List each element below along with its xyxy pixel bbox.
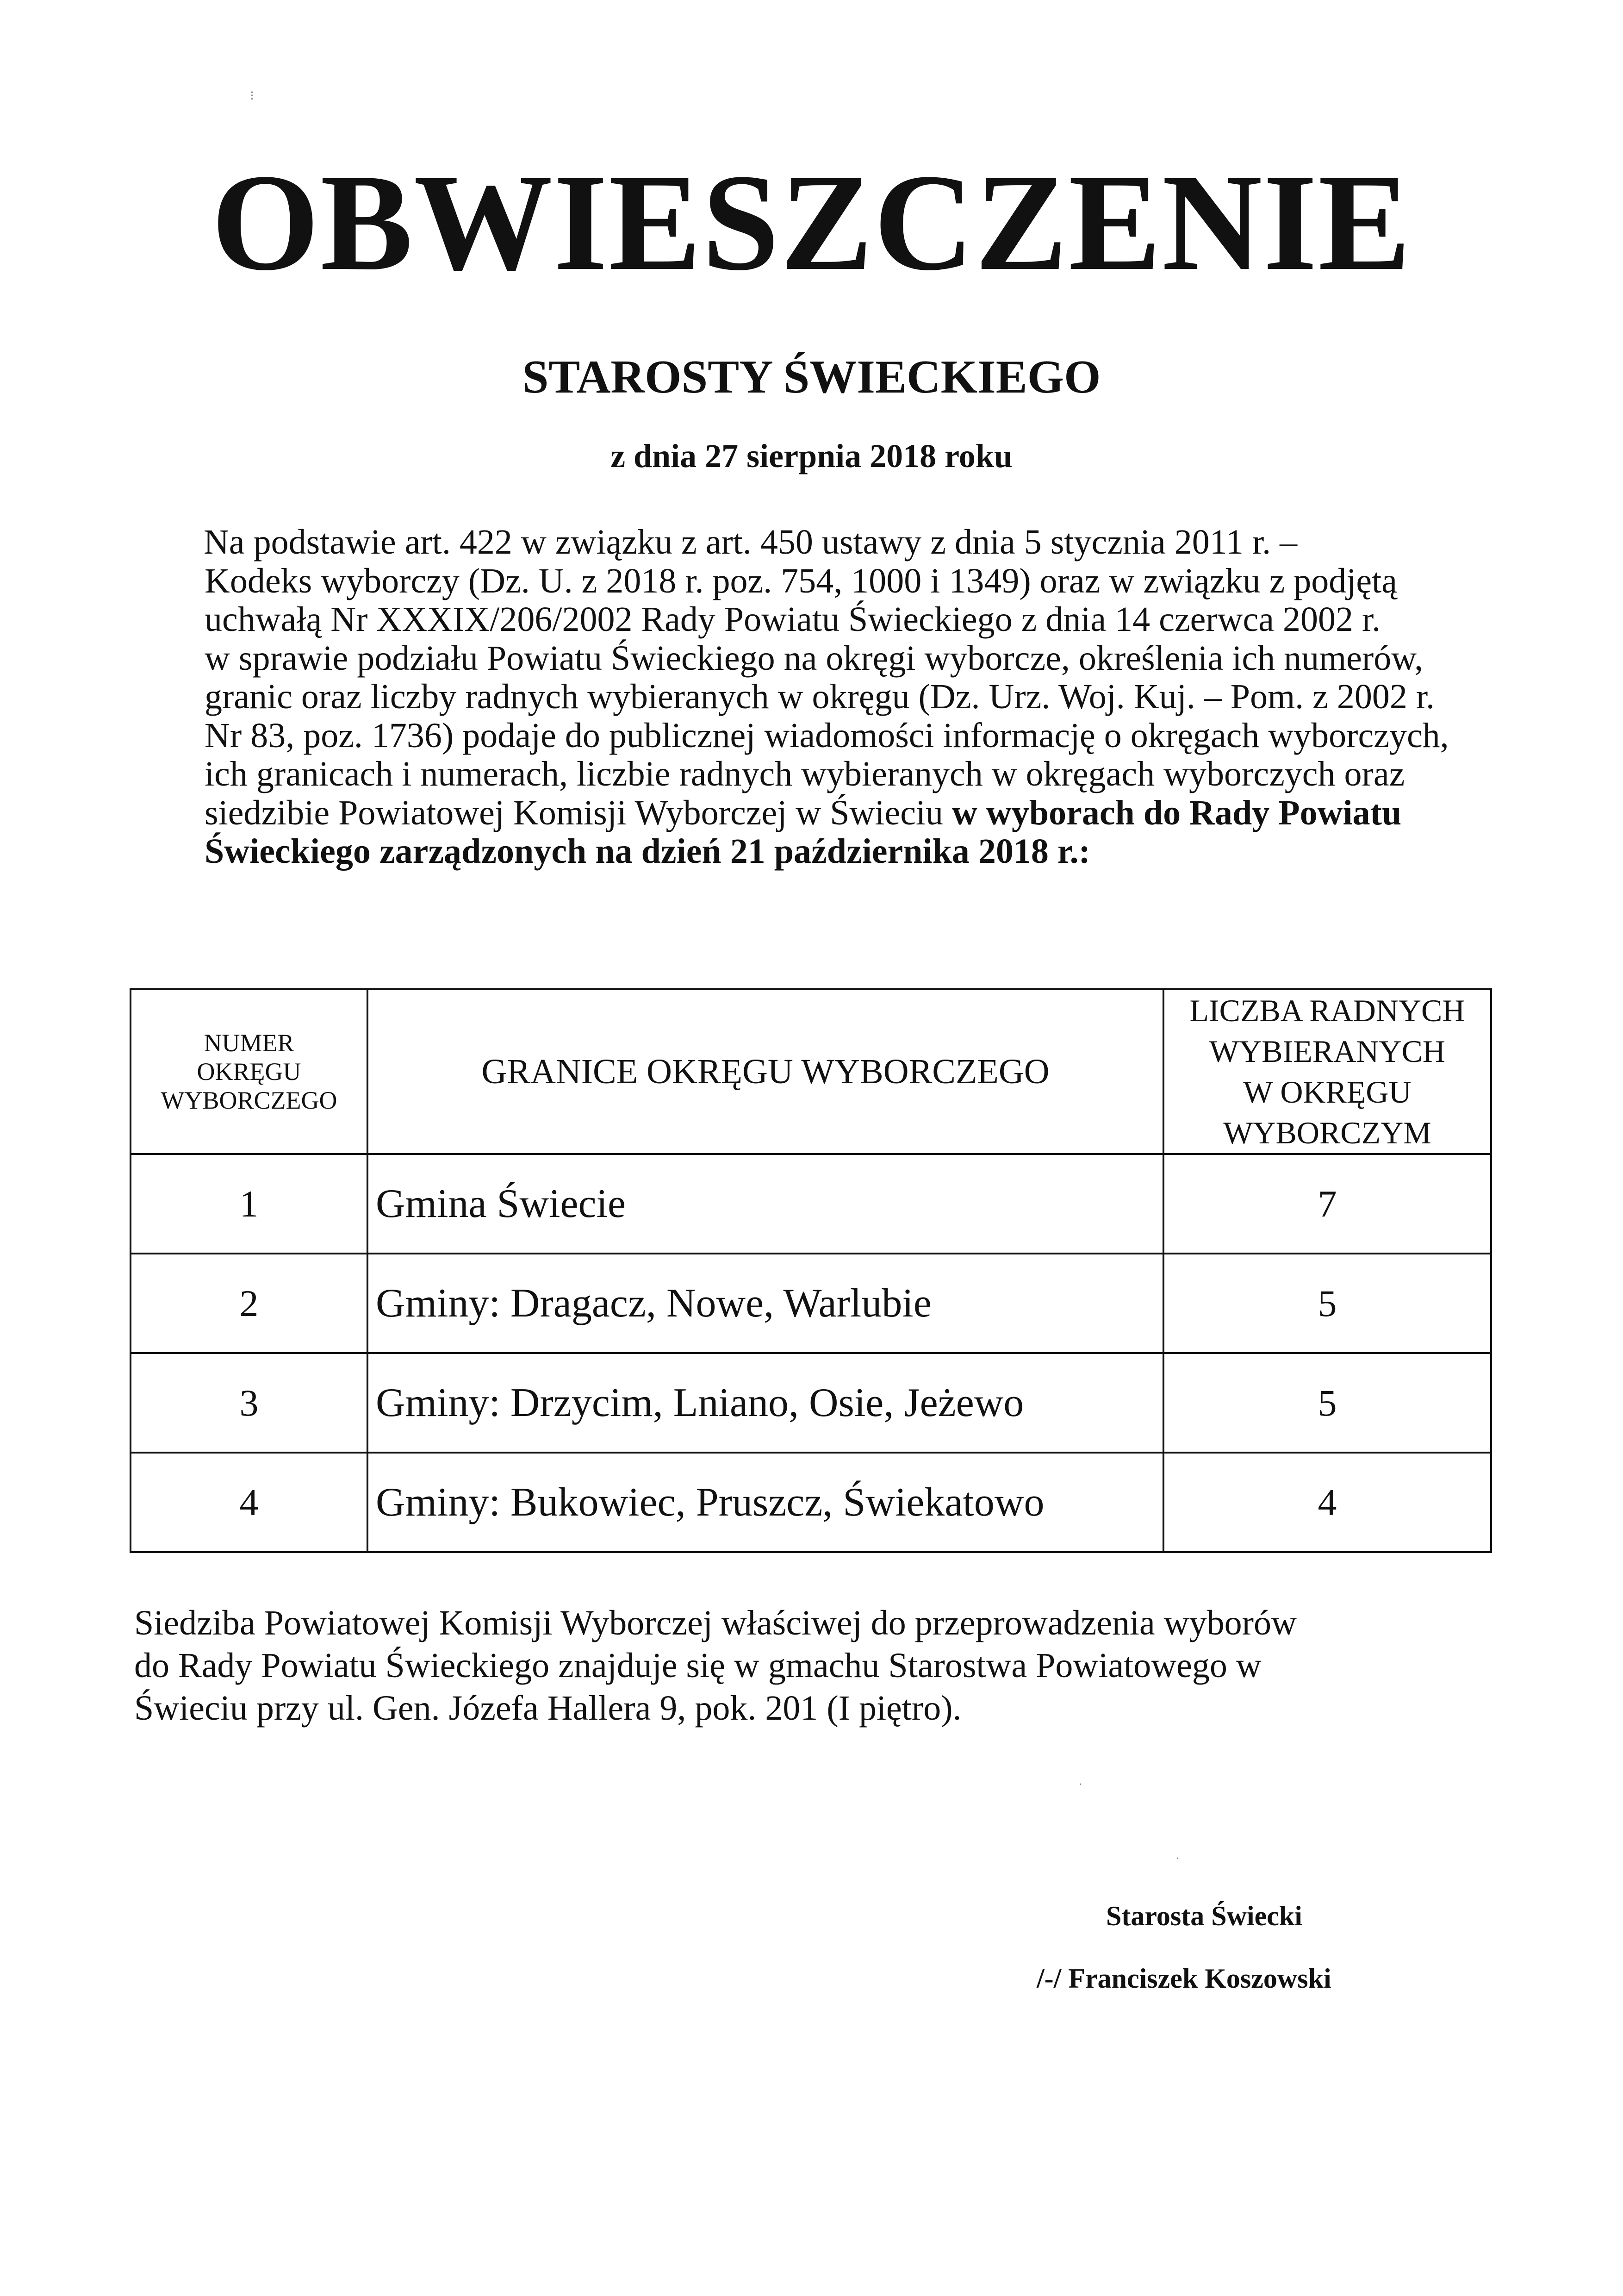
header-councillors: LICZBA RADNYCH WYBIERANYCH W OKRĘGU WYBORCZYM: [1163, 989, 1491, 1154]
scan-speck: ·: [1078, 1778, 1083, 1792]
intro-line-7: ich granicach i numerach, liczbie radnych wybieranych w okręgach wyborczych oraz: [205, 755, 1405, 793]
intro-paragraph: [204, 523, 1462, 871]
district-number: 4: [131, 1453, 367, 1552]
district-councillors: 5: [1163, 1254, 1491, 1353]
intro-line-2: Kodeks wyborczy (Dz. U. z 2018 r. poz. 754, 1000 i 1349) oraz w związku z podjętą: [205, 561, 1397, 600]
intro-line-9-bold: Świeckiego zarządzonych na dzień 21 października 2018 r.:: [205, 832, 1090, 871]
table-header-row: [131, 989, 1491, 1154]
table-row: [131, 1154, 1491, 1254]
intro-line-3: uchwałą Nr XXXIX/206/2002 Rady Powiatu Świeckiego z dnia 14 czerwca 2002 r.: [205, 600, 1381, 639]
district-boundaries: Gminy: Drzycim, Lniano, Osie, Jeżewo: [367, 1353, 1163, 1453]
districts-table: [130, 988, 1492, 1553]
footer-paragraph: [134, 1602, 1486, 1729]
district-number: 3: [131, 1353, 367, 1453]
document-title: OBWIESZCZENIE: [211, 145, 1412, 299]
scan-speck: ·: [1175, 1852, 1180, 1866]
signature-office: Starosta Świecki: [1106, 1901, 1302, 1931]
document-subtitle: STAROSTY ŚWIECKIEGO: [522, 351, 1101, 403]
intro-line-5: granic oraz liczby radnych wybieranych w okręgu (Dz. Urz. Woj. Kuj. – Pom. z 2002 r.: [205, 677, 1435, 716]
signature-name: /-/ Franciszek Koszowski: [1037, 1963, 1331, 1994]
intro-line-4: w sprawie podziału Powiatu Świeckiego na okręgi wyborcze, określenia ich numerów,: [205, 638, 1424, 678]
intro-line-1: Na podstawie art. 422 w związku z art. 450 ustawy z dnia 5 stycznia 2011 r. –: [204, 523, 1298, 562]
scan-speck: ⁝: [250, 89, 254, 103]
district-number: 2: [131, 1254, 367, 1353]
intro-line-9: [204, 832, 1462, 871]
district-councillors: 7: [1163, 1154, 1491, 1254]
table-row: [131, 1254, 1491, 1353]
district-councillors: 5: [1163, 1353, 1491, 1453]
header-boundaries: GRANICE OKRĘGU WYBORCZEGO: [367, 989, 1163, 1154]
footer-line-2: do Rady Powiatu Świeckiego znajduje się w gmachu Starostwa Powiatowego w: [134, 1646, 1262, 1685]
footer-line-1: Siedziba Powiatowej Komisji Wyborczej właściwej do przeprowadzenia wyborów: [134, 1603, 1297, 1642]
intro-line-8-regular: siedzibie Powiatowej Komisji Wyborczej w Świeciu: [205, 793, 952, 832]
district-boundaries: Gminy: Bukowiec, Pruszcz, Świekatowo: [367, 1453, 1163, 1552]
intro-line-8-bold: w wyborach do Rady Powiatu: [952, 793, 1402, 832]
table-row: [131, 1453, 1491, 1552]
district-councillors: 4: [1163, 1453, 1491, 1552]
footer-line-3: Świeciu przy ul. Gen. Józefa Hallera 9, pok. 201 (I piętro).: [134, 1689, 962, 1728]
document-date: z dnia 27 sierpnia 2018 roku: [610, 437, 1013, 474]
intro-line-6: Nr 83, poz. 1736) podaje do publicznej wiadomości informację o okręgach wyborczych,: [205, 716, 1449, 755]
header-number: NUMER OKRĘGU WYBORCZEGO: [131, 989, 367, 1154]
district-boundaries: Gmina Świecie: [367, 1154, 1163, 1254]
intro-line-8: [204, 794, 1462, 833]
district-number: 1: [131, 1154, 367, 1254]
table-row: [131, 1353, 1491, 1453]
district-boundaries: Gminy: Dragacz, Nowe, Warlubie: [367, 1254, 1163, 1353]
